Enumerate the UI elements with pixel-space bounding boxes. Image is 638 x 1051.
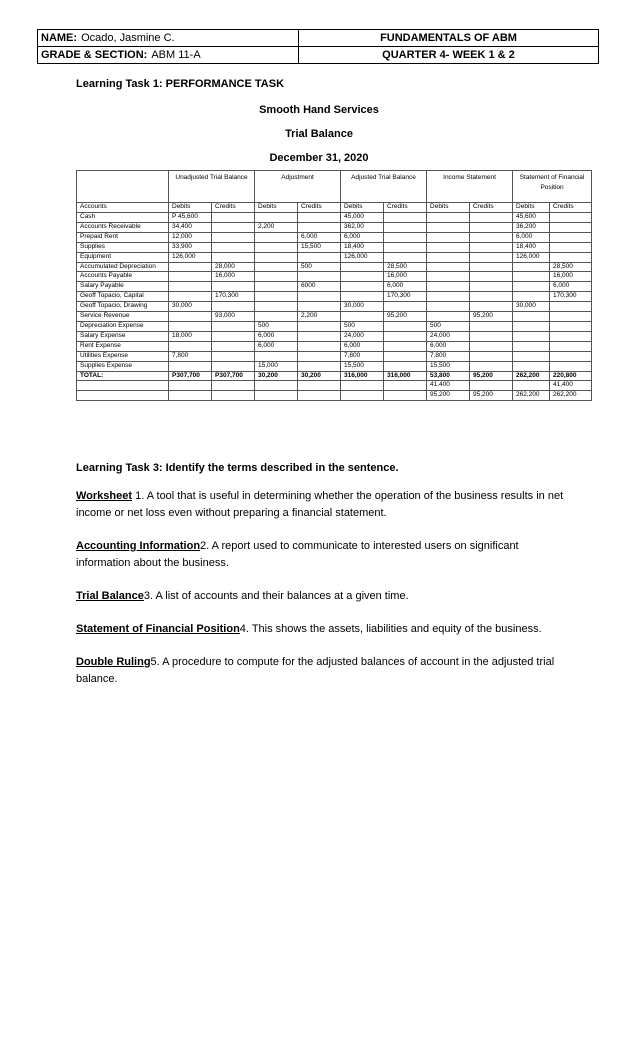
amount-cell [298, 213, 341, 223]
amount-cell [513, 381, 550, 391]
amount-cell [384, 232, 427, 242]
amount-cell: 7,800 [427, 351, 470, 361]
amount-cell [470, 282, 513, 292]
amount-cell: 93,000 [212, 312, 255, 322]
amount-cell [298, 292, 341, 302]
question-text: 2. A report used to communicate to interested users on significant information about the business. [76, 540, 519, 569]
amount-cell: 170,300 [212, 292, 255, 302]
amount-cell [513, 341, 550, 351]
amount-cell [255, 312, 298, 322]
amount-cell [427, 252, 470, 262]
amount-cell [427, 272, 470, 282]
table-row [77, 391, 592, 401]
amount-cell [427, 262, 470, 272]
amount-cell: 30,000 [341, 302, 384, 312]
amount-cell [470, 321, 513, 331]
amount-cell: Debits [427, 203, 470, 213]
table-row [77, 351, 592, 361]
name-cell [38, 30, 299, 47]
amount-cell: 36,200 [513, 222, 550, 232]
amount-cell [298, 341, 341, 351]
answer-term: Worksheet [76, 490, 133, 502]
amount-cell [255, 213, 298, 223]
amount-cell: 18,400 [341, 242, 384, 252]
amount-cell [212, 282, 255, 292]
amount-cell [513, 282, 550, 292]
task1-title: Learning Task 1: PERFORMANCE TASK [76, 78, 285, 90]
table-row [77, 341, 592, 351]
amount-cell: 126,000 [341, 252, 384, 262]
amount-cell [298, 331, 341, 341]
amount-cell [169, 321, 212, 331]
amount-cell [427, 312, 470, 322]
amount-cell: 2,200 [298, 312, 341, 322]
account-cell: Rent Expense [77, 341, 169, 351]
task3-title: Learning Task 3: Identify the terms described in the sentence. [76, 462, 399, 474]
amount-cell [212, 242, 255, 252]
grade-cell [38, 47, 299, 64]
account-cell: Supplies [77, 242, 169, 252]
table-row [77, 282, 592, 292]
amount-cell [384, 252, 427, 262]
amount-cell [513, 272, 550, 282]
amount-cell [470, 302, 513, 312]
amount-cell [212, 331, 255, 341]
question-item [76, 538, 568, 572]
amount-cell: Credits [384, 203, 427, 213]
amount-cell: 6,000 [513, 232, 550, 242]
amount-cell [427, 302, 470, 312]
amount-cell [550, 213, 592, 223]
amount-cell: Credits [550, 203, 592, 213]
amount-cell [341, 381, 384, 391]
table-row [77, 292, 592, 302]
amount-cell: 95,200 [470, 391, 513, 401]
amount-cell: 170,300 [550, 292, 592, 302]
amount-cell: 24,000 [427, 331, 470, 341]
amount-cell: 16,000 [212, 272, 255, 282]
amount-cell [470, 213, 513, 223]
answer-term: Trial Balance [76, 590, 144, 602]
amount-cell [470, 272, 513, 282]
amount-cell: 30,000 [513, 302, 550, 312]
amount-cell [298, 321, 341, 331]
amount-cell [255, 381, 298, 391]
answer-term: Double Ruling [76, 656, 151, 668]
group-header-cell: Adjusted Trial Balance [341, 171, 427, 203]
amount-cell: 15,500 [298, 242, 341, 252]
group-header-cell: Statement of Financial Position [513, 171, 592, 203]
amount-cell [470, 331, 513, 341]
account-cell: Supplies Expense [77, 361, 169, 371]
amount-cell [212, 381, 255, 391]
amount-cell [212, 341, 255, 351]
amount-cell [550, 302, 592, 312]
amount-cell [427, 232, 470, 242]
amount-cell: 15,500 [427, 361, 470, 371]
amount-cell [513, 331, 550, 341]
amount-cell: 45,600 [513, 213, 550, 223]
amount-cell [212, 222, 255, 232]
amount-cell [212, 213, 255, 223]
amount-cell: Credits [298, 203, 341, 213]
amount-cell [384, 391, 427, 401]
header-box [37, 29, 599, 64]
name-value: Ocado, Jasmine C. [81, 32, 175, 44]
amount-cell: Debits [255, 203, 298, 213]
amount-cell: 6000 [298, 282, 341, 292]
amount-cell [513, 292, 550, 302]
amount-cell: 28,000 [212, 262, 255, 272]
amount-cell [384, 302, 427, 312]
amount-cell: 126,000 [169, 252, 212, 262]
amount-cell [470, 381, 513, 391]
amount-cell [513, 321, 550, 331]
amount-cell [427, 282, 470, 292]
question-item [76, 488, 568, 522]
column-header-row [77, 203, 592, 213]
grade-label: GRADE & SECTION: [41, 49, 148, 61]
company-name: Smooth Hand Services [259, 104, 379, 116]
amount-cell: 95,200 [470, 312, 513, 322]
question-item [76, 621, 568, 638]
amount-cell: 6,000 [384, 282, 427, 292]
amount-cell [169, 381, 212, 391]
amount-cell [169, 361, 212, 371]
amount-cell: 500 [341, 321, 384, 331]
amount-cell: 262,200 [513, 371, 550, 381]
amount-cell [384, 351, 427, 361]
question-text: 3. A list of accounts and their balances at a given time. [143, 590, 409, 602]
amount-cell: 18,000 [169, 331, 212, 341]
account-cell: Salary Payable [77, 282, 169, 292]
answer-term: Accounting Information [76, 540, 201, 552]
amount-cell: 500 [255, 321, 298, 331]
amount-cell [550, 312, 592, 322]
amount-cell: 18,400 [513, 242, 550, 252]
table-row [77, 312, 592, 322]
amount-cell: 6,000 [427, 341, 470, 351]
amount-cell [550, 351, 592, 361]
report-title: Trial Balance [285, 128, 353, 140]
amount-cell: 30,200 [298, 371, 341, 381]
amount-cell [212, 321, 255, 331]
amount-cell: 6,000 [550, 282, 592, 292]
amount-cell: 362,00 [341, 222, 384, 232]
amount-cell [341, 312, 384, 322]
amount-cell [212, 302, 255, 312]
account-cell: Accounts Receivable [77, 222, 169, 232]
amount-cell: 6,000 [341, 232, 384, 242]
group-header-cell: Income Statement [427, 171, 513, 203]
answer-term: Statement of Financial Position [76, 623, 240, 635]
amount-cell [341, 262, 384, 272]
amount-cell [513, 312, 550, 322]
amount-cell [550, 331, 592, 341]
account-cell: Accumulated Depreciation [77, 262, 169, 272]
amount-cell [470, 222, 513, 232]
amount-cell: 7,800 [169, 351, 212, 361]
grade-value: ABM 11-A [151, 49, 201, 61]
amount-cell [255, 272, 298, 282]
amount-cell [298, 361, 341, 371]
amount-cell [255, 252, 298, 262]
account-cell: Prepaid Rent [77, 232, 169, 242]
amount-cell [384, 321, 427, 331]
amount-cell [550, 321, 592, 331]
amount-cell: Credits [470, 203, 513, 213]
amount-cell: 126,000 [513, 252, 550, 262]
account-cell: Accounts [77, 203, 169, 213]
subject-cell: FUNDAMENTALS OF ABM [299, 30, 599, 47]
amount-cell [169, 391, 212, 401]
table-row [77, 272, 592, 282]
amount-cell: 170,300 [384, 292, 427, 302]
amount-cell: 500 [298, 262, 341, 272]
amount-cell [169, 341, 212, 351]
amount-cell: 7,800 [341, 351, 384, 361]
account-cell [77, 391, 169, 401]
account-cell: Depreciation Expense [77, 321, 169, 331]
amount-cell: 95,200 [470, 371, 513, 381]
amount-cell: P307,700 [212, 371, 255, 381]
trial-balance-table [76, 170, 592, 401]
amount-cell [470, 361, 513, 371]
table-row [77, 252, 592, 262]
table-row [77, 232, 592, 242]
amount-cell [550, 252, 592, 262]
amount-cell: 95,200 [384, 312, 427, 322]
amount-cell [298, 252, 341, 262]
amount-cell [470, 351, 513, 361]
amount-cell [470, 242, 513, 252]
amount-cell [255, 292, 298, 302]
question-text: 4. This shows the assets, liabilities and equity of the business. [239, 623, 542, 635]
amount-cell: P307,700 [169, 371, 212, 381]
amount-cell [255, 232, 298, 242]
amount-cell [169, 262, 212, 272]
amount-cell: 262,200 [513, 391, 550, 401]
amount-cell [470, 252, 513, 262]
question-text: 1. A tool that is useful in determining whether the operation of the business results in net income or net loss even without preparing a financial statement. [76, 490, 564, 519]
amount-cell [470, 262, 513, 272]
group-header-cell: Unadjusted Trial Balance [169, 171, 255, 203]
amount-cell: 6,000 [255, 341, 298, 351]
amount-cell [212, 252, 255, 262]
amount-cell [470, 232, 513, 242]
amount-cell [513, 262, 550, 272]
amount-cell [341, 391, 384, 401]
amount-cell: 262,200 [550, 391, 592, 401]
amount-cell [298, 272, 341, 282]
amount-cell: 15,000 [255, 361, 298, 371]
question-item [76, 588, 568, 605]
amount-cell: Credits [212, 203, 255, 213]
amount-cell [255, 391, 298, 401]
amount-cell [212, 351, 255, 361]
amount-cell [384, 222, 427, 232]
question-text: 5. A procedure to compute for the adjusted balances of account in the adjusted trial balance. [76, 656, 555, 685]
amount-cell [427, 292, 470, 302]
table-row [77, 262, 592, 272]
amount-cell [298, 302, 341, 312]
account-cell: Service Revenue [77, 312, 169, 322]
amount-cell: 6,000 [341, 341, 384, 351]
amount-cell [298, 381, 341, 391]
amount-cell [384, 381, 427, 391]
amount-cell [550, 341, 592, 351]
account-cell: Cash [77, 213, 169, 223]
amount-cell [470, 292, 513, 302]
amount-cell [427, 213, 470, 223]
account-cell: TOTAL: [77, 371, 169, 381]
amount-cell [341, 282, 384, 292]
amount-cell [550, 222, 592, 232]
account-cell: Salary Expense [77, 331, 169, 341]
blank-header-cell [77, 171, 169, 203]
amount-cell: 33,900 [169, 242, 212, 252]
account-cell: Utilities Expense [77, 351, 169, 361]
account-cell: Geoff Topacio, Drawing [77, 302, 169, 312]
amount-cell [341, 272, 384, 282]
amount-cell [384, 341, 427, 351]
amount-cell [427, 242, 470, 252]
amount-cell [384, 331, 427, 341]
amount-cell: 220,800 [550, 371, 592, 381]
amount-cell: 53,800 [427, 371, 470, 381]
amount-cell [470, 341, 513, 351]
amount-cell [550, 232, 592, 242]
amount-cell [169, 282, 212, 292]
amount-cell [427, 222, 470, 232]
amount-cell [255, 242, 298, 252]
amount-cell: 12,000 [169, 232, 212, 242]
amount-cell [384, 213, 427, 223]
amount-cell: 45,000 [341, 213, 384, 223]
amount-cell [212, 232, 255, 242]
amount-cell [255, 282, 298, 292]
amount-cell: 28,500 [384, 262, 427, 272]
amount-cell: 2,200 [255, 222, 298, 232]
account-cell: Equipment [77, 252, 169, 262]
amount-cell: 34,400 [169, 222, 212, 232]
table-row [77, 213, 592, 223]
table-row [77, 361, 592, 371]
name-label: NAME: [41, 32, 78, 44]
amount-cell [298, 222, 341, 232]
amount-cell: Debits [169, 203, 212, 213]
amount-cell [169, 312, 212, 322]
amount-cell [550, 242, 592, 252]
amount-cell: 30,000 [169, 302, 212, 312]
amount-cell: 24,000 [341, 331, 384, 341]
amount-cell: 6,000 [298, 232, 341, 242]
table-row [77, 222, 592, 232]
amount-cell: 500 [427, 321, 470, 331]
amount-cell: 16,000 [550, 272, 592, 282]
account-cell: Accounts Payable [77, 272, 169, 282]
quarter-cell: QUARTER 4- WEEK 1 & 2 [299, 47, 599, 64]
group-header-row [77, 171, 592, 203]
table-row [77, 302, 592, 312]
table-row [77, 321, 592, 331]
amount-cell: 316,000 [341, 371, 384, 381]
amount-cell [550, 361, 592, 371]
amount-cell [341, 292, 384, 302]
amount-cell [513, 351, 550, 361]
table-row [77, 242, 592, 252]
amount-cell [298, 351, 341, 361]
amount-cell [384, 361, 427, 371]
amount-cell [169, 292, 212, 302]
group-header-cell: Adjustment [255, 171, 341, 203]
amount-cell: 95,200 [427, 391, 470, 401]
amount-cell [298, 391, 341, 401]
amount-cell [255, 302, 298, 312]
question-item [76, 654, 568, 688]
amount-cell [212, 391, 255, 401]
amount-cell: Debits [513, 203, 550, 213]
amount-cell [513, 361, 550, 371]
amount-cell [169, 272, 212, 282]
amount-cell [255, 351, 298, 361]
table-row [77, 381, 592, 391]
total-row [77, 371, 592, 381]
amount-cell [212, 361, 255, 371]
amount-cell: 16,000 [384, 272, 427, 282]
amount-cell: P 45,600 [169, 213, 212, 223]
table-row [77, 331, 592, 341]
amount-cell [255, 262, 298, 272]
amount-cell [384, 242, 427, 252]
amount-cell: 30,200 [255, 371, 298, 381]
amount-cell: 41,400 [550, 381, 592, 391]
report-date: December 31, 2020 [269, 152, 369, 164]
amount-cell: 6,000 [255, 331, 298, 341]
account-cell: Geoff Topacio, Capital [77, 292, 169, 302]
amount-cell: 15,500 [341, 361, 384, 371]
account-cell [77, 381, 169, 391]
amount-cell: Debits [341, 203, 384, 213]
amount-cell: 316,000 [384, 371, 427, 381]
amount-cell: 28,500 [550, 262, 592, 272]
amount-cell: 41,400 [427, 381, 470, 391]
